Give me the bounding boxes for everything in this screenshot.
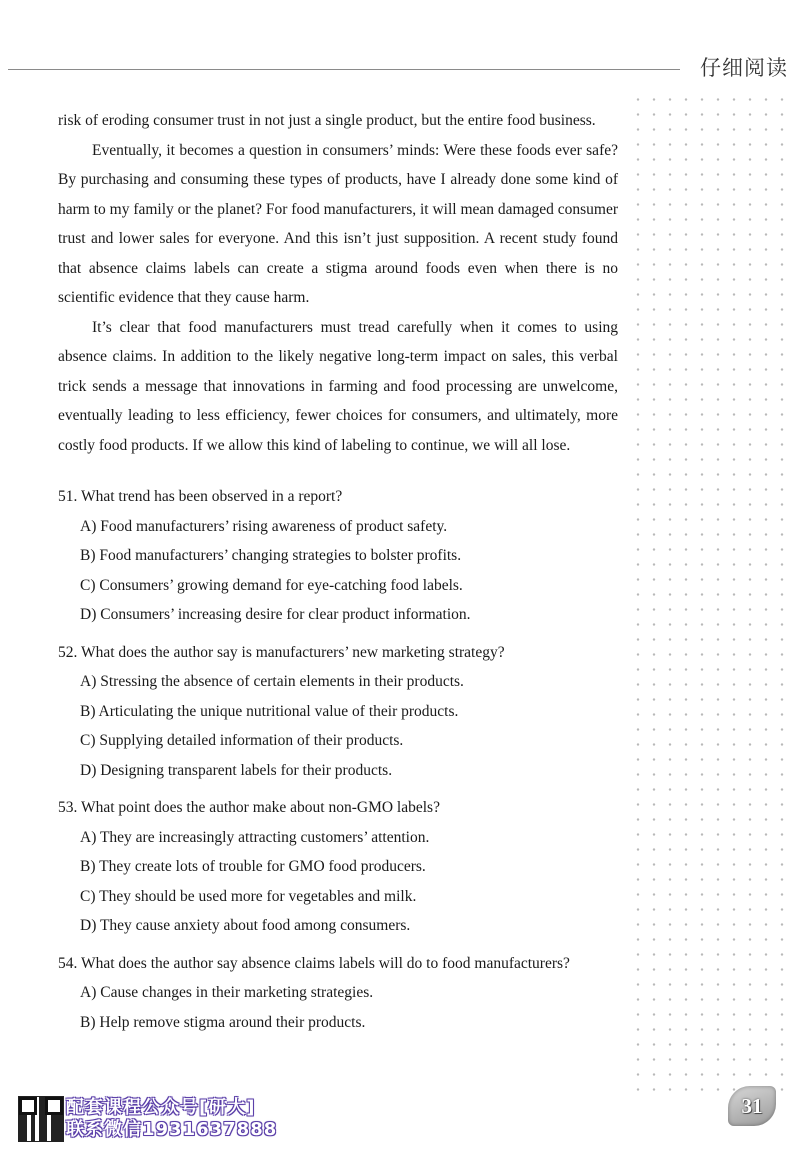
promo-watermark (66, 1097, 316, 1141)
answer-option: C) Consumers’ growing demand for eye-catching food labels. (80, 576, 463, 594)
question-stem: 52. What does the author say is manufacturers’ new marketing strategy? (58, 643, 505, 661)
answer-option: A) Cause changes in their marketing strategies. (80, 984, 374, 1001)
question-53 (58, 793, 618, 941)
answer-option: A) They are increasingly attracting customers’ attention. (80, 828, 430, 846)
question-stem: 51. What trend has been observed in a report? (58, 488, 343, 505)
page-number-badge (728, 1086, 776, 1126)
passage-paragraph: risk of eroding consumer trust in not just a single product, but the entire food business. (58, 112, 596, 129)
qr-code-icon (18, 1096, 64, 1142)
question-list (58, 482, 618, 1037)
header-divider (8, 69, 680, 70)
question-52 (58, 638, 618, 786)
answer-option: D) They cause anxiety about food among consumers. (80, 917, 411, 934)
passage (58, 106, 618, 460)
promo-line: 配套课程公众号[研大] (66, 1097, 256, 1118)
question-54 (58, 949, 618, 1038)
page-content (58, 106, 618, 1045)
question-51 (58, 482, 618, 630)
answer-option: D) Consumers’ increasing desire for clear product information. (80, 606, 471, 623)
promo-line: 联系微信1931637888 (66, 1119, 278, 1140)
answer-option: A) Food manufacturers’ rising awareness of product safety. (80, 517, 448, 535)
answer-option: C) Supplying detailed information of their products. (80, 732, 404, 749)
answer-option: B) Help remove stigma around their products. (80, 1013, 366, 1031)
section-title: 仔细阅读 (700, 56, 788, 80)
passage-paragraph: It’s clear that food manufacturers must tread carefully when it comes to using absence claims. In addition to the likely negative long-term impact on sales, this verbal trick sends a message that innovations in farming and food processing are unwelcome, eventually leading to less efficiency, fewer choices for consumers, and ultimately, more costly food products. If we allow this kind of labeling to continue, we will all lose. (58, 318, 618, 454)
answer-option: B) Food manufacturers’ changing strategies to bolster profits. (80, 547, 462, 564)
answer-option: B) They create lots of trouble for GMO food producers. (80, 858, 426, 875)
question-stem: 53. What point does the author make about non-GMO labels? (58, 799, 440, 816)
passage-paragraph: Eventually, it becomes a question in consumers’ minds: Were these foods ever safe? By purchasing and consuming these types of products, have I already done some kind of harm to my family or the planet? For food manufacturers, it will mean damaged consumer trust and lower sales for everyone. And this isn’t just supposition. A recent study found that absence claims labels can create a stigma around foods even when there is no scientific evidence that they cause harm. (58, 141, 618, 306)
notes-dot-grid (630, 92, 790, 1092)
answer-option: C) They should be used more for vegetables and milk. (80, 887, 417, 905)
answer-option: B) Articulating the unique nutritional value of their products. (80, 702, 459, 720)
answer-option: A) Stressing the absence of certain elements in their products. (80, 673, 464, 690)
page-number: 31 (741, 1094, 763, 1118)
answer-option: D) Designing transparent labels for their products. (80, 761, 393, 779)
question-stem: 54. What does the author say absence claims labels will do to food manufacturers? (58, 954, 570, 972)
